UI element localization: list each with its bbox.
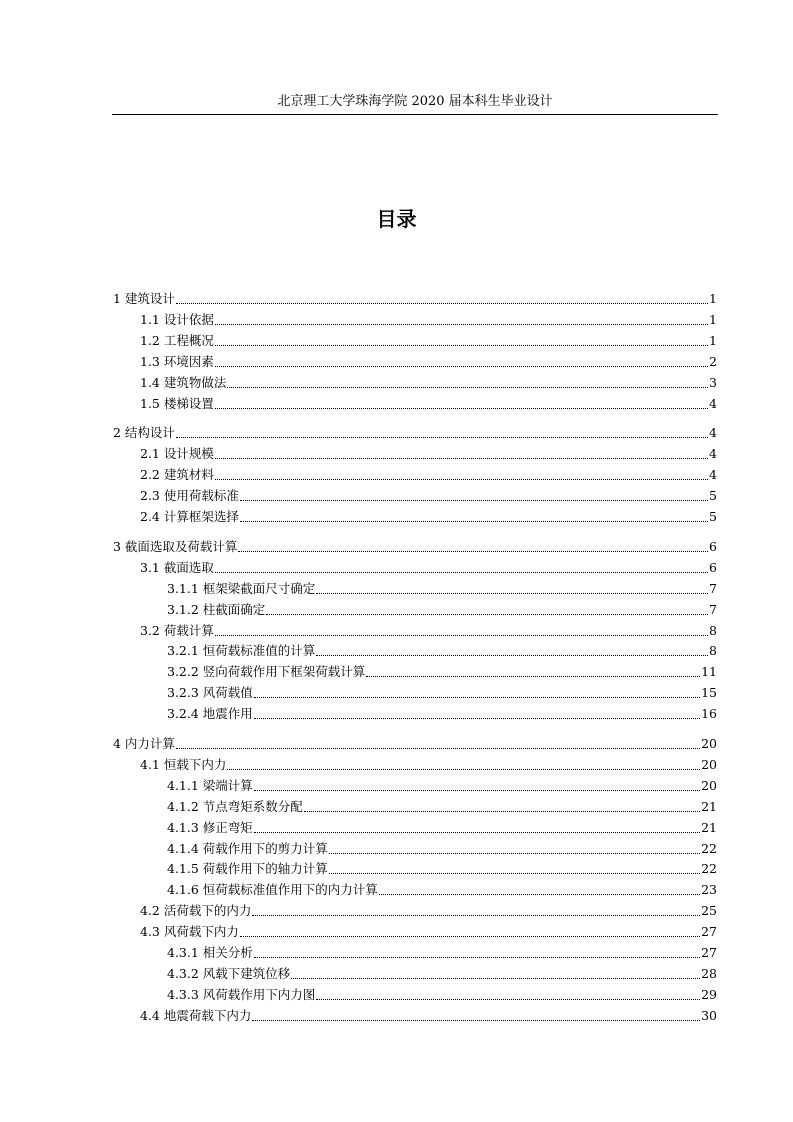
toc-entry-page: 20 bbox=[701, 736, 717, 751]
toc-entry-label: 4 内力计算 bbox=[113, 736, 175, 751]
toc-entry-label: 3.2.2 竖向荷载作用下框架荷载计算 bbox=[167, 664, 366, 680]
toc-entry-page: 4 bbox=[709, 395, 717, 411]
toc-entry[interactable] bbox=[140, 310, 717, 328]
toc-entry-label: 3.2.3 风荷载值 bbox=[167, 685, 253, 701]
toc-dot-leader bbox=[252, 915, 700, 916]
toc-dot-leader bbox=[227, 769, 700, 770]
toc-entry-page: 21 bbox=[701, 819, 717, 835]
toc-entry-page: 27 bbox=[701, 924, 717, 940]
toc-dot-leader bbox=[316, 999, 700, 1000]
toc-entry-page: 4 bbox=[709, 446, 717, 462]
toc-dot-leader bbox=[329, 853, 700, 854]
toc-entry[interactable] bbox=[140, 1006, 717, 1024]
toc-dot-leader bbox=[266, 614, 708, 615]
toc-entry-label: 4.3.1 相关分析 bbox=[167, 945, 253, 960]
toc-entry[interactable] bbox=[167, 600, 717, 618]
toc-entry-page: 1 bbox=[709, 291, 717, 306]
toc-entry-page: 1 bbox=[709, 311, 717, 327]
toc-dot-leader bbox=[252, 1020, 700, 1021]
toc-entry-page: 3 bbox=[709, 374, 717, 390]
toc-entry-label: 4.3.3 风荷载作用下内力图 bbox=[167, 986, 316, 1002]
toc-entry-page: 6 bbox=[709, 559, 717, 575]
toc-entry[interactable] bbox=[167, 704, 717, 722]
toc-entry-page: 30 bbox=[701, 1007, 717, 1023]
toc-entry-label: 3 截面选取及荷载计算 bbox=[113, 538, 238, 554]
toc-entry-label: 3.2 荷载计算 bbox=[140, 622, 214, 638]
toc-dot-leader bbox=[291, 978, 700, 979]
toc-entry[interactable] bbox=[167, 579, 717, 597]
toc-entry[interactable] bbox=[140, 507, 717, 525]
toc-entry-page: 4 bbox=[709, 467, 717, 483]
toc-entry-page: 20 bbox=[701, 756, 717, 772]
toc-entry-page: 16 bbox=[701, 706, 717, 722]
toc-dot-leader bbox=[240, 521, 708, 522]
toc-dot-leader bbox=[215, 324, 708, 325]
toc-entry-page: 7 bbox=[709, 580, 717, 596]
toc-entry-page: 28 bbox=[701, 965, 717, 981]
toc-entry-label: 3.1.2 柱截面确定 bbox=[167, 601, 266, 617]
toc-entry-label: 3.2.4 地震作用 bbox=[167, 706, 253, 722]
toc-dot-leader bbox=[329, 873, 700, 874]
toc-entry-page: 5 bbox=[709, 488, 717, 504]
toc-entry[interactable] bbox=[140, 352, 717, 370]
toc-dot-leader bbox=[215, 345, 708, 346]
toc-entry[interactable] bbox=[167, 662, 717, 680]
toc-entry-label: 1.2 工程概况 bbox=[140, 332, 214, 348]
toc-dot-leader bbox=[176, 437, 708, 438]
toc-entry[interactable] bbox=[167, 683, 717, 701]
toc-entry-label: 4.1.2 节点弯矩系数分配 bbox=[167, 798, 303, 814]
toc-entry-label: 4.3.2 风载下建筑位移 bbox=[167, 965, 291, 981]
toc-entry[interactable] bbox=[167, 818, 717, 836]
toc-dot-leader bbox=[366, 676, 700, 677]
toc-dot-leader bbox=[227, 387, 708, 388]
toc-dot-leader bbox=[215, 458, 708, 459]
toc-entry-label: 4.3 风荷载下内力 bbox=[140, 924, 239, 940]
toc-entry[interactable] bbox=[167, 859, 717, 877]
toc-entry[interactable] bbox=[167, 641, 717, 659]
toc-dot-leader bbox=[240, 936, 700, 937]
toc-dot-leader bbox=[316, 655, 708, 656]
toc-entry-page: 22 bbox=[701, 840, 717, 856]
toc-dot-leader bbox=[176, 303, 708, 304]
toc-entry-page: 27 bbox=[701, 945, 717, 960]
toc-entry-label: 2.3 使用荷载标准 bbox=[140, 488, 239, 504]
toc-entry-label: 4.1.5 荷载作用下的轴力计算 bbox=[167, 861, 328, 877]
toc-entry-label: 3.1.1 框架梁截面尺寸确定 bbox=[167, 580, 316, 596]
toc-dot-leader bbox=[240, 500, 708, 501]
toc-entry[interactable] bbox=[140, 901, 717, 919]
toc-dot-leader bbox=[379, 894, 700, 895]
toc-entry-page: 8 bbox=[709, 622, 717, 638]
toc-entry-label: 4.1.1 梁端计算 bbox=[167, 777, 253, 793]
toc-entry-label: 4.1.6 恒荷载标准值作用下的内力计算 bbox=[167, 882, 378, 898]
toc-entry-label: 2.4 计算框架选择 bbox=[140, 509, 239, 524]
toc-dot-leader bbox=[254, 957, 700, 958]
toc-entry-page: 4 bbox=[709, 425, 717, 441]
toc-dot-leader bbox=[304, 811, 700, 812]
toc-dot-leader bbox=[215, 408, 708, 409]
toc-entry-page: 2 bbox=[709, 353, 717, 369]
toc-dot-leader bbox=[254, 697, 700, 698]
toc-entry-label: 3.1 截面选取 bbox=[140, 559, 214, 575]
toc-entry[interactable] bbox=[140, 755, 717, 773]
toc-entry[interactable] bbox=[113, 734, 717, 752]
toc-dot-leader bbox=[215, 635, 708, 636]
toc-entry[interactable] bbox=[167, 839, 717, 857]
toc-entry[interactable] bbox=[140, 922, 717, 940]
toc-entry-page: 11 bbox=[701, 664, 717, 680]
toc-entry[interactable] bbox=[113, 423, 717, 441]
toc-dot-leader bbox=[215, 366, 708, 367]
toc-entry-page: 29 bbox=[701, 986, 717, 1002]
toc-entry-label: 1 建筑设计 bbox=[113, 291, 175, 306]
toc-dot-leader bbox=[254, 832, 700, 833]
toc-entry[interactable] bbox=[167, 985, 717, 1003]
toc-entry-label: 1.4 建筑物做法 bbox=[140, 374, 227, 390]
toc-dot-leader bbox=[176, 748, 700, 749]
toc-entry-label: 1.3 环境因素 bbox=[140, 353, 214, 369]
toc-entry-page: 22 bbox=[701, 861, 717, 877]
toc-entry[interactable] bbox=[113, 289, 717, 307]
toc-entry-page: 23 bbox=[701, 882, 717, 898]
toc-entry-label: 2.2 建筑材料 bbox=[140, 467, 214, 483]
toc-entry-label: 2.1 设计规模 bbox=[140, 446, 214, 462]
toc-dot-leader bbox=[254, 718, 700, 719]
toc-entry-label: 2 结构设计 bbox=[113, 425, 175, 441]
toc-entry-label: 4.2 活荷载下的内力 bbox=[140, 903, 252, 919]
toc-entry-page: 25 bbox=[701, 903, 717, 919]
toc-entry[interactable] bbox=[113, 537, 717, 555]
toc-entry-page: 6 bbox=[709, 538, 717, 554]
toc-entry[interactable] bbox=[140, 465, 717, 483]
toc-entry[interactable] bbox=[167, 880, 717, 898]
toc-entry-label: 4.1.3 修正弯矩 bbox=[167, 819, 253, 835]
toc-dot-leader bbox=[238, 551, 708, 552]
toc-entry[interactable] bbox=[140, 621, 717, 639]
toc-entry[interactable] bbox=[140, 486, 717, 504]
toc-entry[interactable] bbox=[140, 444, 717, 462]
toc-dot-leader bbox=[254, 790, 700, 791]
toc-dot-leader bbox=[215, 479, 708, 480]
toc-entry-page: 8 bbox=[709, 643, 717, 659]
toc-dot-leader bbox=[215, 572, 708, 573]
toc-entry[interactable] bbox=[140, 331, 717, 349]
toc-entry[interactable] bbox=[167, 797, 717, 815]
toc-entry-label: 4.1 恒载下内力 bbox=[140, 756, 227, 772]
toc-entry[interactable] bbox=[167, 943, 717, 961]
toc-entry[interactable] bbox=[140, 558, 717, 576]
toc-entry-page: 21 bbox=[701, 798, 717, 814]
toc-entry[interactable] bbox=[167, 964, 717, 982]
toc-entry-page: 20 bbox=[701, 777, 717, 793]
toc-entry-label: 1.1 设计依据 bbox=[140, 311, 214, 327]
toc-entry-label: 3.2.1 恒荷载标准值的计算 bbox=[167, 643, 316, 659]
toc-entry-page: 5 bbox=[709, 509, 717, 524]
toc-entry[interactable] bbox=[140, 394, 717, 412]
toc-entry-label: 1.5 楼梯设置 bbox=[140, 395, 214, 411]
toc-entry-page: 15 bbox=[701, 685, 717, 701]
toc-entry[interactable] bbox=[167, 776, 717, 794]
header-text: 北京理工大学珠海学院 2020 届本科生毕业设计 bbox=[277, 94, 553, 109]
toc-entry-label: 4.1.4 荷载作用下的剪力计算 bbox=[167, 840, 328, 856]
page-title: 目录 bbox=[376, 207, 417, 231]
toc-entry-label: 4.4 地震荷载下内力 bbox=[140, 1007, 252, 1023]
toc-entry-page: 1 bbox=[709, 332, 717, 348]
toc-dot-leader bbox=[316, 593, 708, 594]
toc-entry[interactable] bbox=[140, 373, 717, 391]
toc-entry-page: 7 bbox=[709, 601, 717, 617]
